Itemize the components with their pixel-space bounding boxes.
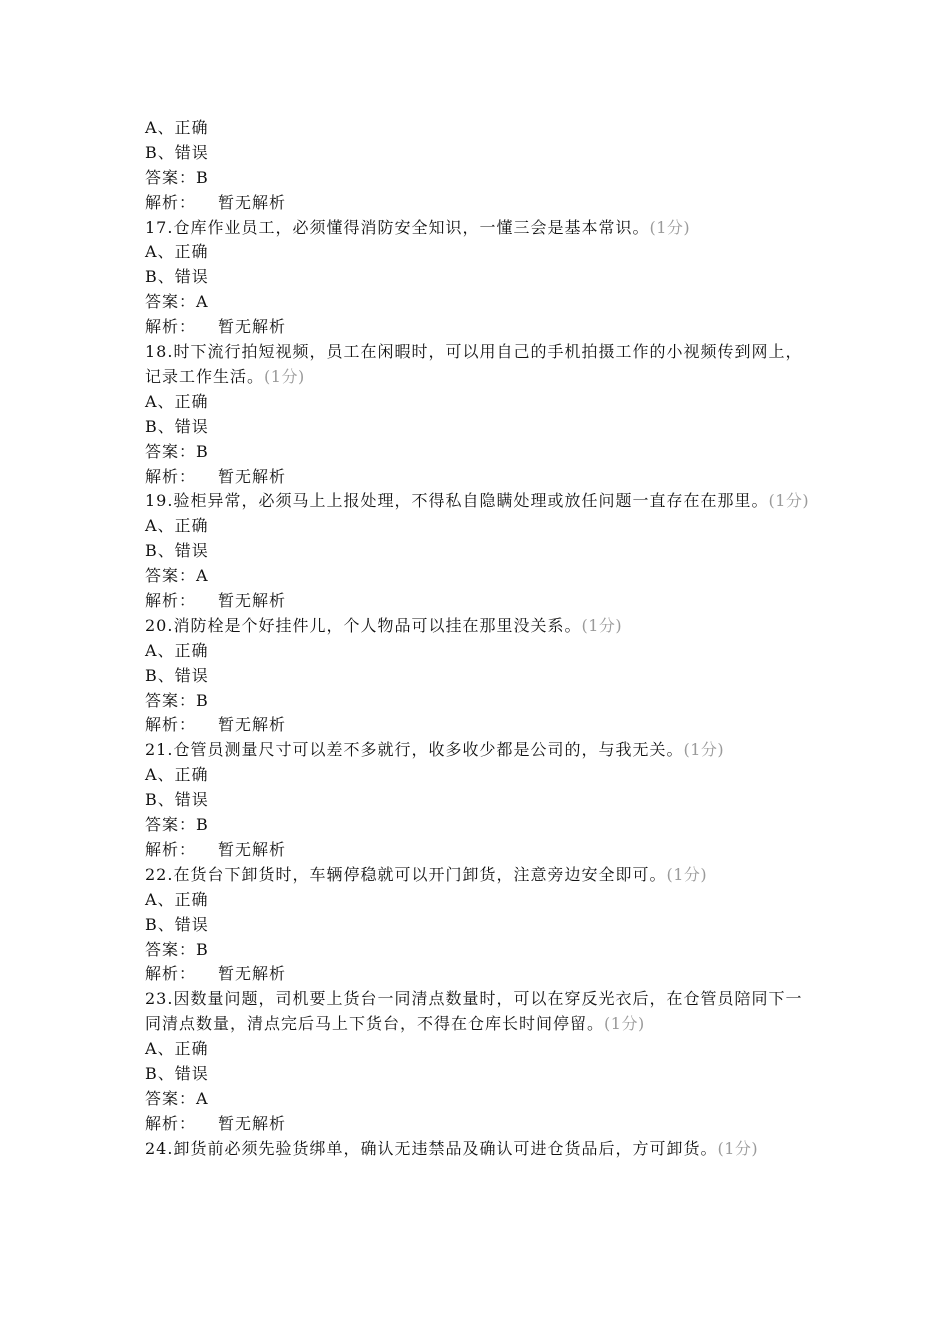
question-body: 20.消防栓是个好挂件儿，个人物品可以挂在那里没关系。	[145, 615, 582, 635]
analysis-text: 暂无解析	[218, 1113, 287, 1133]
analysis-label: 解析：	[145, 317, 197, 337]
option-a: A、正确	[145, 391, 209, 411]
question-score: (1分)	[581, 615, 623, 635]
question-text	[145, 738, 810, 763]
option-a: A、正确	[145, 516, 209, 536]
option-a: A、正确	[145, 889, 209, 909]
question-body: 19.验柜异常，必须马上上报处理，不得私自隐瞒处理或放任问题一直存在在那里。	[145, 491, 769, 511]
question-score: (1分)	[666, 864, 708, 884]
option-a: A、正确	[145, 765, 209, 785]
analysis	[145, 962, 810, 987]
answer: 答案：A	[145, 292, 209, 312]
analysis-text: 暂无解析	[218, 839, 287, 859]
option-b: B、错误	[145, 142, 209, 162]
answer: 答案：B	[145, 939, 209, 959]
answer: 答案：A	[145, 566, 209, 586]
option-b: B、错误	[145, 790, 209, 810]
question-text	[145, 340, 810, 390]
analysis-label: 解析：	[145, 466, 197, 486]
document-page	[145, 116, 810, 1162]
question-body: 24.卸货前必须先验货绑单，确认无违禁品及确认可进仓货品后，方可卸货。	[145, 1138, 718, 1158]
answer: 答案：B	[145, 690, 209, 710]
analysis-text: 暂无解析	[218, 964, 287, 984]
analysis-text: 暂无解析	[218, 466, 287, 486]
option-b: B、错误	[145, 541, 209, 561]
analysis-text: 暂无解析	[218, 192, 287, 212]
analysis	[145, 465, 810, 490]
option-b: B、错误	[145, 665, 209, 685]
answer: 答案：B	[145, 815, 209, 835]
analysis-label: 解析：	[145, 839, 197, 859]
analysis-label: 解析：	[145, 964, 197, 984]
option-a: A、正确	[145, 242, 209, 262]
question-score: (1分)	[604, 1014, 645, 1034]
option-b: B、错误	[145, 267, 209, 287]
analysis	[145, 838, 810, 863]
option-b: B、错误	[145, 914, 209, 934]
option-b: B、错误	[145, 416, 209, 436]
question-body: 23.因数量问题，司机要上货台一同清点数量时，可以在穿反光衣后，在仓管员陪同下一同清点数量，清点完后马上下货台，不得在仓库长时间停留。	[145, 989, 803, 1034]
question-score: (1分)	[683, 740, 725, 760]
question-text	[145, 489, 810, 514]
option-a: A、正确	[145, 118, 209, 137]
analysis-label: 解析：	[145, 715, 197, 735]
option-a: A、正确	[145, 640, 209, 660]
question-score: (1分)	[717, 1138, 759, 1158]
question-text	[145, 987, 810, 1037]
question-text	[145, 863, 810, 888]
analysis-text: 暂无解析	[218, 590, 287, 610]
analysis-text: 暂无解析	[218, 317, 287, 337]
analysis	[145, 1112, 810, 1137]
question-body: 18.时下流行拍短视频，员工在闲暇时，可以用自己的手机拍摄工作的小视频传到网上，记录工作生活。	[145, 342, 803, 386]
question-body: 22.在货台下卸货时，车辆停稳就可以开门卸货，注意旁边安全即可。	[145, 864, 667, 884]
question-body: 21.仓管员测量尺寸可以差不多就行，收多收少都是公司的，与我无关。	[145, 740, 684, 760]
analysis	[145, 589, 810, 614]
question-text	[145, 1137, 810, 1162]
answer: 答案：B	[145, 441, 209, 461]
question-text	[145, 216, 810, 241]
analysis-label: 解析：	[145, 590, 197, 610]
analysis-text: 暂无解析	[218, 715, 287, 735]
analysis-label: 解析：	[145, 1113, 197, 1133]
option-b: B、错误	[145, 1063, 209, 1083]
question-text	[145, 614, 810, 639]
question-score: (1分)	[649, 217, 691, 237]
analysis	[145, 315, 810, 340]
analysis-label: 解析：	[145, 192, 197, 212]
question-body: 17.仓库作业员工，必须懂得消防安全知识，一懂三会是基本常识。	[145, 217, 650, 237]
question-score: (1分)	[264, 366, 305, 386]
analysis	[145, 191, 810, 216]
answer: 答案：B	[145, 167, 209, 187]
question-score: (1分)	[768, 491, 810, 511]
analysis	[145, 713, 810, 738]
option-a: A、正确	[145, 1039, 209, 1059]
answer: 答案：A	[145, 1088, 209, 1108]
